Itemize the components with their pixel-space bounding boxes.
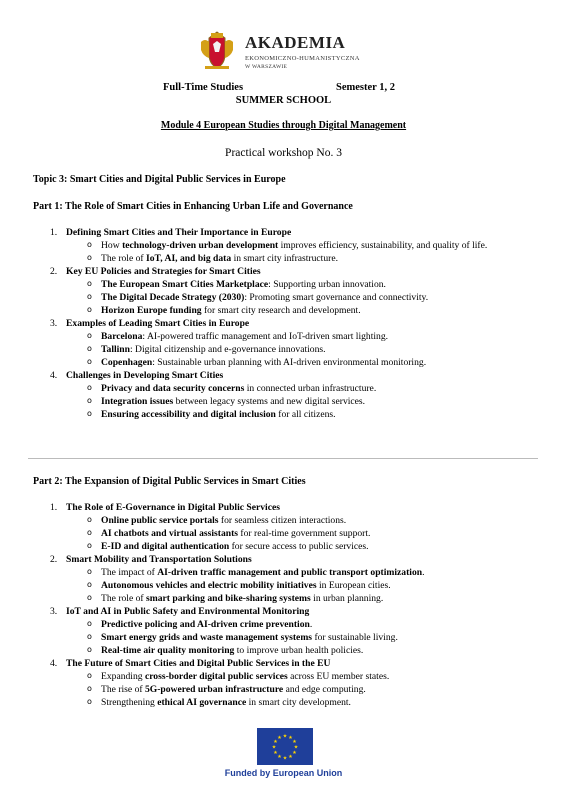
studies-label: Full-Time Studies [163,82,244,93]
sub-item [33,252,543,265]
sub-item-pre: The impact of [101,567,158,578]
item-title: IoT and AI in Public Safety and Environmental Monitoring [66,606,310,617]
part2-heading: Part 2: The Expansion of Digital Public Services in Smart Cities [33,476,306,487]
sub-item-bold: technology-driven urban development [122,240,279,251]
eu-star-icon: ★ [292,751,297,756]
numbered-item [33,317,543,330]
sub-item-post: in smart city development. [246,697,351,708]
numbered-item [33,265,543,278]
numbered-item [33,226,543,239]
sub-item-bold: Horizon Europe funding [101,305,202,316]
sub-item-bold: Online public service portals [101,515,219,526]
eu-star-icon: ★ [273,751,278,756]
sub-item-bold: Barcelona [101,331,143,342]
eu-star-icon: ★ [282,734,288,740]
item-number: 2. [50,554,58,565]
sub-item-bold: smart parking and bike-sharing systems [146,593,311,604]
sub-item [33,408,543,421]
sub-item [33,644,543,657]
sub-item-bold: ethical AI governance [157,697,247,708]
semester-label: Semester 1, 2 [336,82,395,93]
sub-item-post: for sustainable living. [312,632,398,643]
sub-item-post: : Supporting urban innovation. [268,279,386,290]
sub-item-post: improves efficiency, sustainability, and quality of life. [278,240,488,251]
sub-item-bold: cross-border digital public services [144,671,288,682]
part1-list [33,226,543,421]
logo-city: W WARSZAWIE [245,64,288,70]
sub-item-bold: Real-time air quality monitoring [101,645,235,656]
sub-item [33,631,543,644]
item-title: Challenges in Developing Smart Cities [66,370,224,381]
sub-item-bold: Ensuring accessibility and digital inclusion [101,409,276,420]
sub-item-pre: Expanding [101,671,145,682]
part2-list [33,501,543,709]
sub-item-bold: Integration issues [101,396,174,407]
eu-star-icon: ★ [273,740,278,745]
eu-star-icon: ★ [271,745,277,751]
sub-item-post: and edge computing. [283,684,366,695]
numbered-item [33,553,543,566]
sub-item-pre: The role of [101,253,147,264]
school-label: SUMMER SCHOOL [235,95,332,106]
eu-star-icon: ★ [277,735,282,741]
logo-subtitle: EKONOMICZNO-HUMANISTYCZNA [245,55,360,62]
sub-item-post: . [309,619,313,630]
eu-star-icon: ★ [288,735,293,741]
numbered-item [33,501,543,514]
sub-item [33,356,543,369]
sub-item-bold: IoT, AI, and big data [146,253,232,264]
item-title: The Future of Smart Cities and Digital Public Services in the EU [66,658,331,669]
part1-heading: Part 1: The Role of Smart Cities in Enhancing Urban Life and Governance [33,201,353,212]
item-number: 2. [50,266,58,277]
sub-item-post: in urban planning. [310,593,384,604]
sub-item [33,696,543,709]
item-number: 4. [50,658,58,669]
sub-item [33,514,543,527]
sub-item [33,343,543,356]
sub-item [33,592,543,605]
sub-item-post: : Promoting smart governance and connectivity. [244,292,429,303]
sub-item-bold: Tallinn [101,344,130,355]
sub-item-post: : Sustainable urban planning with AI-driven environmental monitoring. [152,357,427,368]
sub-item [33,579,543,592]
item-number: 3. [50,318,58,329]
sub-item-post: in smart city infrastructure. [231,253,339,264]
logo-name: AKADEMIA [245,33,346,52]
sub-item-post: to improve urban health policies. [234,645,364,656]
item-number: 3. [50,606,58,617]
sub-item [33,291,543,304]
sub-item [33,304,543,317]
eu-star-icon: ★ [292,740,297,745]
sub-item [33,618,543,631]
sub-item-post: : Digital citizenship and e-governance innovations. [129,344,326,355]
sub-item-bold: Copenhagen [101,357,153,368]
item-title: The Role of E-Governance in Digital Public Services [66,502,280,513]
sub-item-post: in European cities. [316,580,391,591]
sub-item-pre: How [101,240,123,251]
eu-star-icon: ★ [282,756,288,762]
university-logo [195,28,385,74]
numbered-item [33,605,543,618]
sub-item-post: for all citizens. [275,409,336,420]
sub-item [33,527,543,540]
funded-by-label: Funded by European Union [224,768,343,778]
sub-item-bold: Predictive policing and AI-driven crime prevention [101,619,310,630]
sub-item-post: between legacy systems and new digital services. [173,396,366,407]
sub-item-post: for seamless citizen interactions. [218,515,347,526]
sub-item-post: for smart city research and development. [201,305,361,316]
item-number: 1. [50,502,58,513]
sub-item-bold: The Digital Decade Strategy (2030) [101,292,245,303]
sub-item-bold: The European Smart Cities Marketplace [101,279,269,290]
sub-item-bold: Privacy and data security concerns [101,383,245,394]
sub-item [33,540,543,553]
numbered-item [33,369,543,382]
item-title: Defining Smart Cities and Their Importance in Europe [66,227,292,238]
sub-item [33,670,543,683]
sub-item-post: across EU member states. [287,671,390,682]
sub-item [33,566,543,579]
sub-item-bold: Smart energy grids and waste management systems [101,632,313,643]
topic-heading: Topic 3: Smart Cities and Digital Public Services in Europe [33,174,286,185]
sub-item [33,382,543,395]
eu-star-icon: ★ [288,755,293,761]
sub-item [33,683,543,696]
sub-item-post: in connected urban infrastructure. [244,383,377,394]
sub-item-bold: E-ID and digital authentication [101,541,230,552]
sub-item-pre: Strengthening [101,697,158,708]
eu-star-icon: ★ [293,745,299,751]
sub-item [33,278,543,291]
sub-item [33,395,543,408]
sub-item-bold: AI-driven traffic management and public transport optimization [157,567,423,578]
item-title: Examples of Leading Smart Cities in Europe [66,318,250,329]
item-number: 4. [50,370,58,381]
item-number: 1. [50,227,58,238]
sub-item-pre: The rise of [101,684,145,695]
sub-item [33,330,543,343]
module-title: Module 4 European Studies through Digital Management [160,120,407,131]
workshop-title: Practical workshop No. 3 [225,147,342,159]
university-crest-icon [195,28,239,72]
sub-item-bold: AI chatbots and virtual assistants [101,528,239,539]
sub-item-bold: Autonomous vehicles and electric mobility initiatives [101,580,317,591]
sub-item [33,239,543,252]
sub-item-bold: 5G-powered urban infrastructure [144,684,284,695]
sub-item-pre: The role of [101,593,147,604]
eu-star-icon: ★ [277,755,282,761]
sub-item-post: . [422,567,425,578]
sub-item-post: for real-time government support. [238,528,371,539]
sub-item-post: for secure access to public services. [229,541,369,552]
eu-flag-icon [257,728,313,765]
numbered-item [33,657,543,670]
section-divider [28,458,538,459]
sub-item-post: : AI-powered traffic management and IoT-driven smart lighting. [142,331,389,342]
item-title: Key EU Policies and Strategies for Smart Cities [66,266,261,277]
item-title: Smart Mobility and Transportation Solutions [66,554,252,565]
